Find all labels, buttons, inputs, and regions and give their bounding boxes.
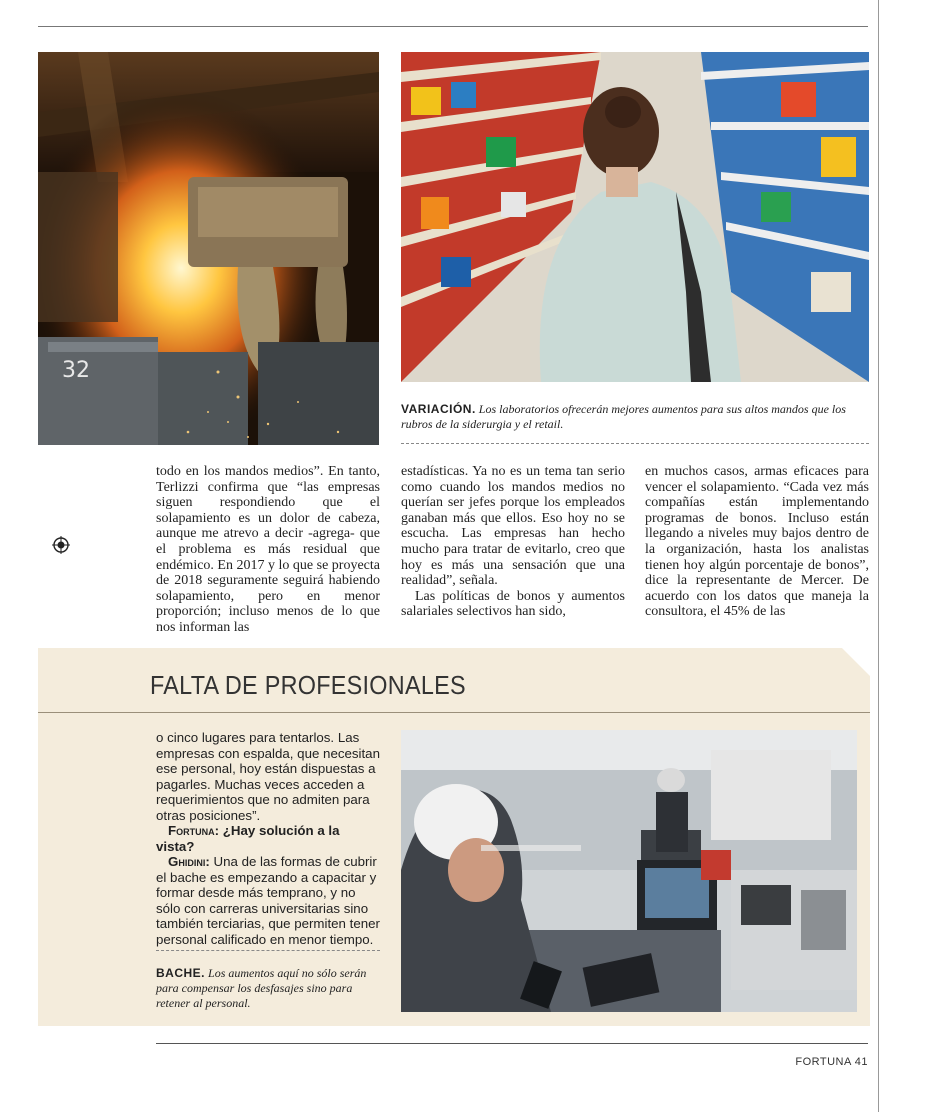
body-column-1 xyxy=(156,464,380,636)
body-column-2 xyxy=(401,464,625,620)
bache-text: Los aumentos aquí no sólo serán para compensar los desfasajes sino para retener al personal. xyxy=(156,966,367,1010)
body-col3-text: en muchos casos, armas eficaces para vencer el solapamiento. “Cada vez más compañías están implementando programas de bonos. Incluso están llegando a niveles muy bajos dentro de la organización, hasta los analistas tienen hoy algún porcentaje de bonos”, dice la representante de Mercer. De acuerdo con los datos que maneja la consultora, el 45% de las xyxy=(645,464,869,620)
sidebar-caption-divider xyxy=(156,950,380,951)
sidebar-paragraph-1: o cinco lugares para tentarlos. Las empresas con espalda, que necesitan ese personal, hoy están dispuestas a pagarles. Muchas veces acceden a requerimientos que no admiten para otras posiciones”. xyxy=(156,730,380,823)
sidebar-title-rule xyxy=(38,712,870,713)
caption-text: Los laboratorios ofrecerán mejores aumentos para sus altos mandos que los rubros de la siderurgia y el retail. xyxy=(401,402,846,431)
sidebar-title: FALTA DE PROFESIONALES xyxy=(150,670,466,700)
body-col2-paragraph-2: Las políticas de bonos y aumentos salariales selectivos han sido, xyxy=(401,588,625,620)
caption-label: VARIACIÓN. xyxy=(401,402,476,416)
top-rule xyxy=(38,26,868,27)
bache-label: BACHE. xyxy=(156,966,206,980)
sidebar-text xyxy=(156,730,380,947)
sidebar-question xyxy=(156,823,380,854)
lab-photo xyxy=(401,730,857,1012)
body-column-3 xyxy=(645,464,869,620)
caption-bache xyxy=(156,966,371,1011)
body-col1-text: todo en los mandos medios”. En tanto, Terlizzi confirma que “las empresas siguen respondiendo que el solapamiento es un dolor de cabeza, aunque me atrevo a decir -agrega- que el problema es más residual que endémico. En 2017 y lo que se proyecta de 2018 seguramente seguirá habiendo solapamiento, pero en menor proporción; incluso menos de lo que nos informan las xyxy=(156,464,380,635)
supermarket-photo xyxy=(401,52,869,382)
page-folio: FORTUNA 41 xyxy=(795,1056,868,1068)
page-edge-line xyxy=(878,0,879,1112)
ladle-number: 32 xyxy=(62,358,90,383)
steel-mill-photo xyxy=(38,52,379,445)
sidebar-corner-fold xyxy=(842,648,870,676)
registration-mark-icon xyxy=(52,536,70,559)
caption-variacion xyxy=(401,402,869,432)
sidebar-answer xyxy=(156,854,380,947)
answer-text: Una de las formas de cubrir el bache es empezando a capacitar y formar desde más temprano, y no sólo con carreras universitarias sino también terciarias, que permiten tener personal calificado en menor tiempo. xyxy=(156,854,380,947)
answer-speaker: Ghidini: xyxy=(168,854,210,869)
question-speaker: Fortuna: xyxy=(168,823,220,838)
body-col2-paragraph-1: estadísticas. Ya no es un tema tan serio como cuando los mandos medios no querían ser jefes porque los empleados ganaban más que ellos. Eso hoy no se escucha. Las empresas han hecho mucho para tratar de evitarlo, creo que hoy es más una sensación que una realidad”, señala. xyxy=(401,464,625,589)
bottom-rule xyxy=(156,1043,868,1044)
question-text: ¿Hay solución a la vista? xyxy=(156,823,340,854)
caption-divider xyxy=(401,443,869,444)
